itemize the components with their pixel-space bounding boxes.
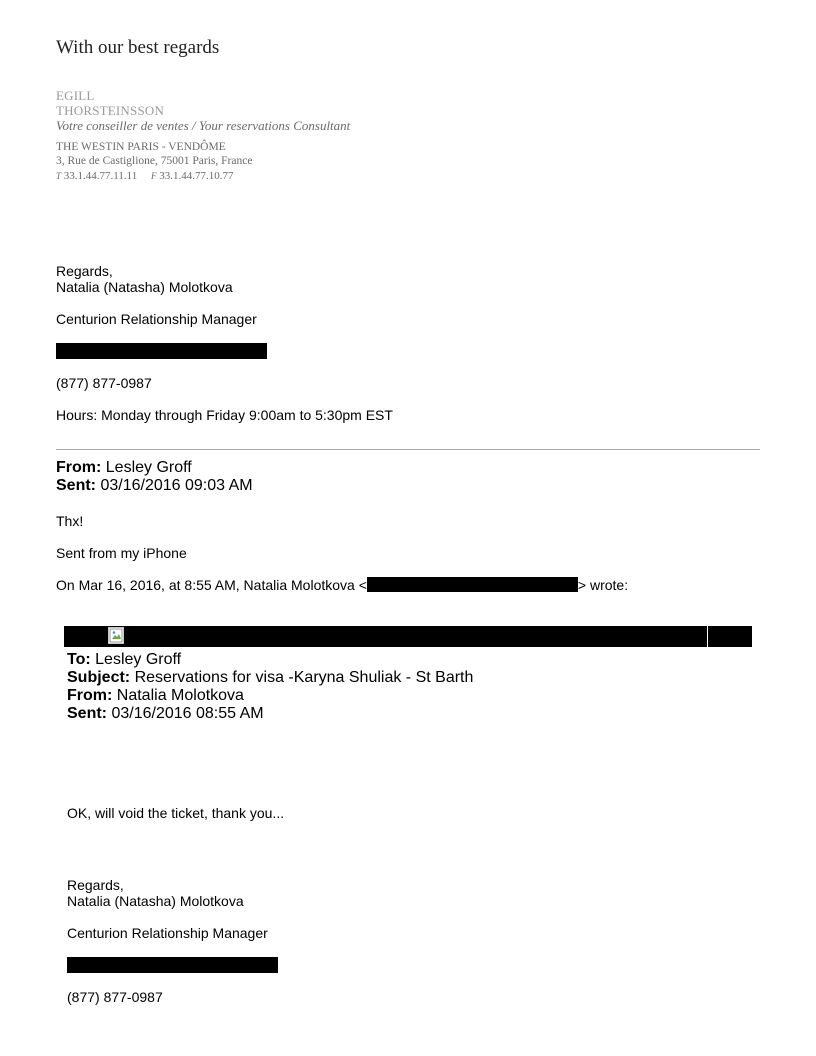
reply-sent — [56, 477, 253, 495]
sent-value: 03/16/2016 09:03 AM — [100, 477, 253, 494]
regards-line: Regards, — [56, 263, 113, 279]
hotel-fax: 33.1.44.77.10.77 — [159, 170, 234, 182]
closing-line: With our best regards — [56, 37, 220, 58]
to-value: Lesley Groff — [95, 651, 182, 668]
from-value: Natalia Molotkova — [116, 687, 244, 704]
quote-attribution — [56, 577, 628, 593]
sender-hours: Hours: Monday through Friday 9:00am to 5:30pm EST — [56, 407, 393, 423]
redacted-banner — [64, 626, 752, 647]
sent-value: 03/16/2016 08:55 AM — [111, 705, 264, 722]
quote-prefix: On Mar 16, 2016, at 8:55 AM, Natalia Molotkova < — [56, 577, 367, 593]
sender-name: Natalia (Natasha) Molotkova — [67, 893, 244, 909]
banner-divider — [707, 626, 708, 647]
sent-label: Sent: — [67, 705, 107, 722]
phone-label: T — [56, 171, 62, 181]
from-value: Lesley Groff — [105, 459, 192, 476]
subject-value: Reservations for visa -Karyna Shuliak - St Barth — [134, 669, 474, 686]
quoted-from — [67, 687, 244, 705]
subject-label: Subject: — [67, 669, 131, 686]
hotel-phone: 33.1.44.77.11.11 — [63, 170, 138, 182]
to-label: To: — [67, 651, 91, 668]
quoted-to — [67, 651, 181, 669]
sent-label: Sent: — [56, 477, 96, 494]
hotel-contact-line — [56, 170, 233, 182]
sender-name: Natalia (Natasha) Molotkova — [56, 279, 233, 295]
regards-line: Regards, — [67, 877, 124, 893]
redacted-email-block — [67, 957, 278, 973]
separator-line — [56, 449, 760, 450]
consultant-title: Votre conseiller de ventes / Your reservations Consultant — [56, 118, 351, 133]
reply-message: Thx! — [56, 513, 84, 529]
from-label: From: — [67, 687, 113, 704]
consultant-last-name: THORSTEINSSON — [56, 103, 165, 118]
hotel-name: THE WESTIN PARIS - VENDÔME — [56, 141, 226, 153]
quoted-sent — [67, 705, 264, 723]
sender-phone: (877) 877-0987 — [56, 375, 152, 391]
from-label: From: — [56, 459, 102, 476]
sender-title: Centurion Relationship Manager — [67, 925, 268, 941]
redacted-email-block — [56, 343, 267, 359]
hotel-address: 3, Rue de Castiglione, 75001 Paris, France — [56, 155, 253, 167]
reply-from — [56, 459, 192, 477]
quote-suffix: > wrote: — [577, 577, 629, 593]
quoted-message: OK, will void the ticket, thank you... — [67, 805, 285, 821]
fax-label: F — [150, 171, 157, 181]
sender-phone: (877) 877-0987 — [67, 989, 163, 1005]
broken-image-icon — [108, 627, 124, 644]
reply-device-note: Sent from my iPhone — [56, 545, 187, 561]
redacted-email-inline — [367, 577, 578, 592]
sender-title: Centurion Relationship Manager — [56, 311, 257, 327]
consultant-first-name: EGILL — [56, 88, 95, 103]
quoted-subject — [67, 669, 473, 687]
